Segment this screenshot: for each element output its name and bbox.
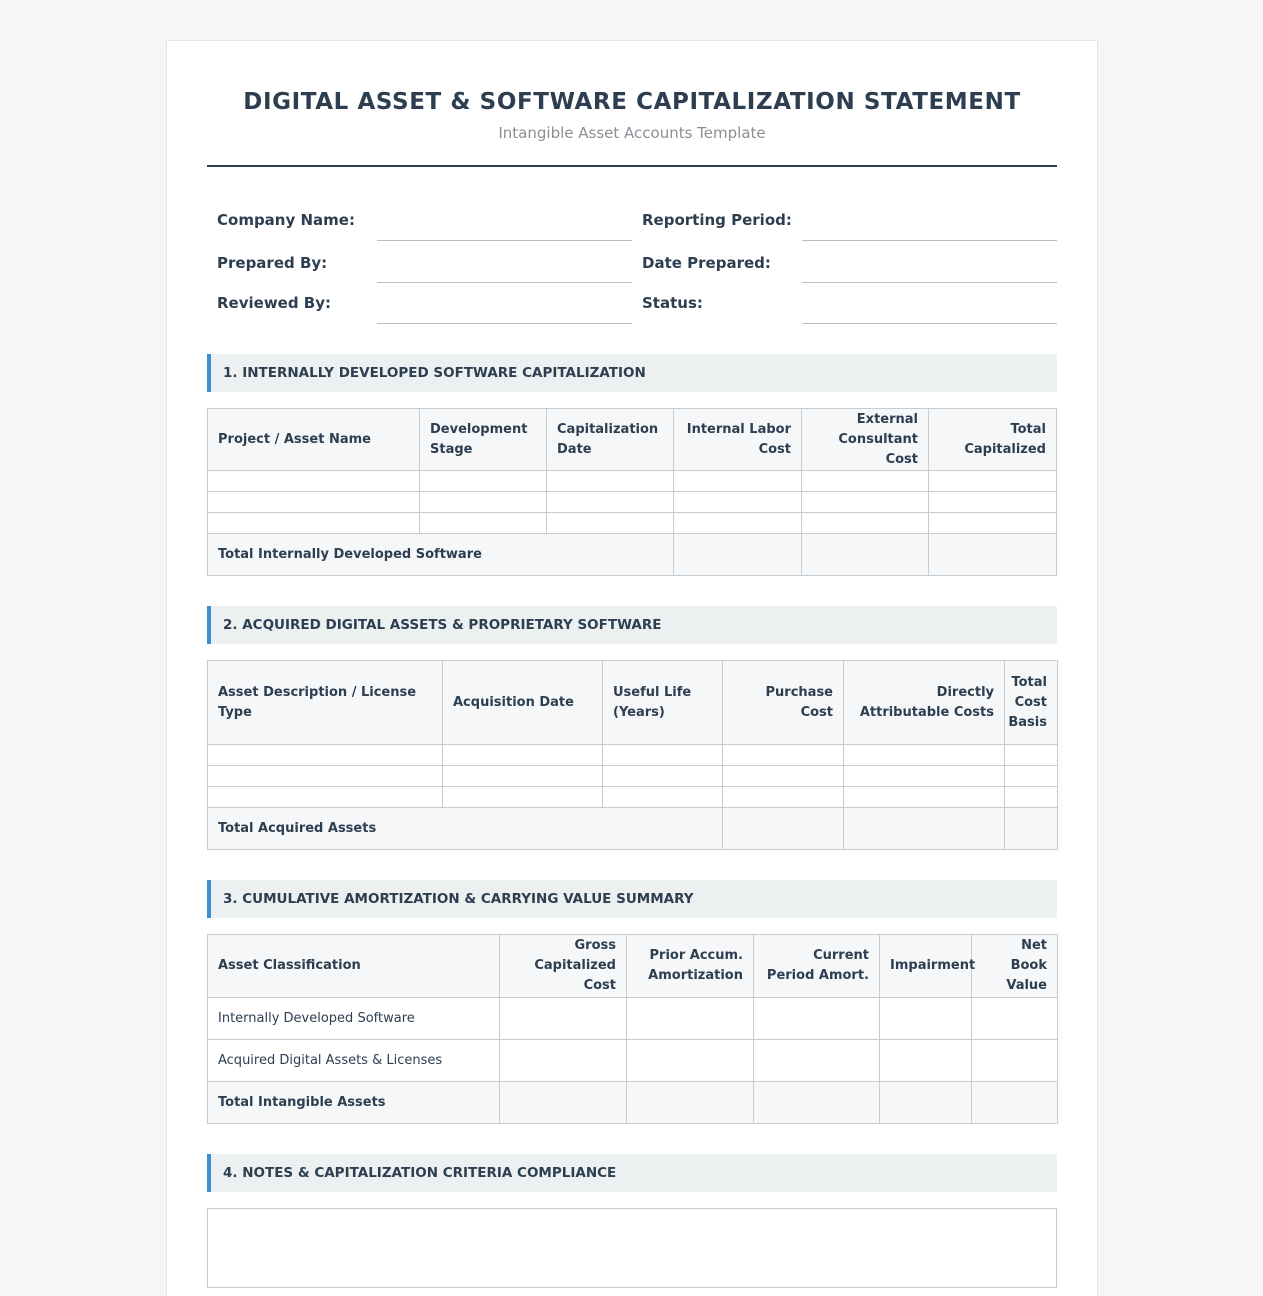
table-cell[interactable]	[844, 787, 1005, 808]
table-header-row	[208, 409, 1057, 471]
table-cell[interactable]	[723, 766, 844, 787]
table-cell[interactable]	[547, 471, 674, 492]
section-2-header: 2. ACQUIRED DIGITAL ASSETS & PROPRIETARY SOFTWARE	[207, 606, 1057, 644]
col-prior-accum-amortization: Prior Accum. Amortization	[627, 935, 754, 998]
total-cell[interactable]	[802, 534, 929, 576]
status-field[interactable]	[802, 283, 1057, 324]
prepared-by-field[interactable]	[377, 241, 632, 283]
col-total-cost-basis: Total Cost Basis	[1005, 661, 1058, 745]
reviewed-by-field[interactable]	[377, 283, 632, 324]
total-acquired-assets-label: Total Acquired Assets	[208, 808, 723, 850]
table-row	[208, 766, 1058, 787]
table-cell[interactable]	[929, 471, 1057, 492]
section-1-header: 1. INTERNALLY DEVELOPED SOFTWARE CAPITALIZATION	[207, 354, 1057, 392]
total-row	[208, 534, 1057, 576]
table-cell[interactable]	[802, 513, 929, 534]
total-cell[interactable]	[627, 1082, 754, 1124]
status-label: Status:	[642, 294, 703, 312]
header-info-grid	[207, 197, 1057, 324]
table-cell[interactable]	[674, 513, 802, 534]
table-row	[208, 787, 1058, 808]
table-cell[interactable]	[208, 513, 420, 534]
prepared-by-label: Prepared By:	[217, 254, 328, 272]
total-cell[interactable]	[972, 1082, 1058, 1124]
table-cell[interactable]	[723, 787, 844, 808]
table-cell[interactable]	[208, 745, 443, 766]
notes-textarea[interactable]	[207, 1208, 1057, 1288]
col-total-capitalized: Total Capitalized	[929, 409, 1057, 471]
table-cell[interactable]	[723, 745, 844, 766]
col-acquisition-date: Acquisition Date	[443, 661, 603, 745]
row-acquired-digital-assets: Acquired Digital Assets & Licenses	[208, 1040, 500, 1082]
table-cell[interactable]	[754, 1040, 880, 1082]
table-header-row	[208, 935, 1058, 998]
table-cell[interactable]	[929, 513, 1057, 534]
total-cell[interactable]	[929, 534, 1057, 576]
table-cell[interactable]	[844, 766, 1005, 787]
total-row	[208, 808, 1058, 850]
section-4-header: 4. NOTES & CAPITALIZATION CRITERIA COMPLIANCE	[207, 1154, 1057, 1192]
table-cell[interactable]	[208, 766, 443, 787]
table-cell[interactable]	[880, 1040, 972, 1082]
total-internally-developed-label: Total Internally Developed Software	[208, 534, 674, 576]
table-cell[interactable]	[208, 492, 420, 513]
table-cell[interactable]	[420, 471, 547, 492]
section-3-header: 3. CUMULATIVE AMORTIZATION & CARRYING VALUE SUMMARY	[207, 880, 1057, 918]
table-cell[interactable]	[1005, 787, 1058, 808]
acquired-digital-assets-table	[207, 660, 1058, 850]
table-row	[208, 513, 1057, 534]
table-cell[interactable]	[880, 998, 972, 1040]
amortization-summary-table	[207, 934, 1058, 1124]
company-name-label: Company Name:	[217, 211, 355, 229]
table-cell[interactable]	[627, 998, 754, 1040]
table-cell[interactable]	[972, 1040, 1058, 1082]
total-cell[interactable]	[674, 534, 802, 576]
col-project-asset-name: Project / Asset Name	[208, 409, 420, 471]
col-asset-description: Asset Description / License Type	[208, 661, 443, 745]
document-subtitle: Intangible Asset Accounts Template	[498, 124, 766, 142]
table-cell[interactable]	[674, 471, 802, 492]
table-row	[208, 745, 1058, 766]
row-internally-developed-software: Internally Developed Software	[208, 998, 500, 1040]
date-prepared-label: Date Prepared:	[642, 254, 771, 272]
total-cell[interactable]	[754, 1082, 880, 1124]
total-row	[208, 1082, 1058, 1124]
table-cell[interactable]	[674, 492, 802, 513]
col-useful-life: Useful Life (Years)	[603, 661, 723, 745]
table-cell[interactable]	[627, 1040, 754, 1082]
table-cell[interactable]	[929, 492, 1057, 513]
table-cell[interactable]	[802, 492, 929, 513]
table-row	[208, 1040, 1058, 1082]
table-cell[interactable]	[603, 766, 723, 787]
table-cell[interactable]	[443, 766, 603, 787]
table-cell[interactable]	[208, 471, 420, 492]
table-cell[interactable]	[443, 745, 603, 766]
table-cell[interactable]	[802, 471, 929, 492]
col-development-stage: Development Stage	[420, 409, 547, 471]
table-cell[interactable]	[972, 998, 1058, 1040]
col-directly-attributable-costs: Directly Attributable Costs	[844, 661, 1005, 745]
statement-page	[166, 40, 1098, 1296]
total-cell[interactable]	[500, 1082, 627, 1124]
table-cell[interactable]	[1005, 745, 1058, 766]
table-cell[interactable]	[500, 998, 627, 1040]
col-external-consultant-cost: External Consultant Cost	[802, 409, 929, 471]
table-cell[interactable]	[547, 513, 674, 534]
table-cell[interactable]	[420, 492, 547, 513]
col-asset-classification: Asset Classification	[208, 935, 500, 998]
internally-developed-software-table	[207, 408, 1057, 576]
total-intangible-assets-label: Total Intangible Assets	[208, 1082, 500, 1124]
table-cell[interactable]	[1005, 766, 1058, 787]
table-cell[interactable]	[603, 787, 723, 808]
table-cell[interactable]	[603, 745, 723, 766]
col-internal-labor-cost: Internal Labor Cost	[674, 409, 802, 471]
total-cell[interactable]	[1005, 808, 1058, 850]
document-title: DIGITAL ASSET & SOFTWARE CAPITALIZATION STATEMENT	[243, 89, 1021, 115]
col-current-period-amort: Current Period Amort.	[754, 935, 880, 998]
date-prepared-field[interactable]	[802, 241, 1057, 283]
table-row	[208, 998, 1058, 1040]
col-purchase-cost: Purchase Cost	[723, 661, 844, 745]
table-cell[interactable]	[443, 787, 603, 808]
col-net-book-value: Net Book Value	[972, 935, 1058, 998]
total-cell[interactable]	[723, 808, 844, 850]
table-header-row	[208, 661, 1058, 745]
reporting-period-label: Reporting Period:	[642, 211, 792, 229]
table-cell[interactable]	[754, 998, 880, 1040]
col-impairment: Impairment	[880, 935, 972, 998]
table-cell[interactable]	[500, 1040, 627, 1082]
table-cell[interactable]	[547, 492, 674, 513]
total-cell[interactable]	[880, 1082, 972, 1124]
reviewed-by-label: Reviewed By:	[217, 294, 332, 312]
total-cell[interactable]	[844, 808, 1005, 850]
table-cell[interactable]	[420, 513, 547, 534]
table-row	[208, 492, 1057, 513]
col-capitalization-date: Capitalization Date	[547, 409, 674, 471]
table-row	[208, 471, 1057, 492]
title-divider	[207, 165, 1057, 167]
company-name-field[interactable]	[377, 197, 632, 241]
col-gross-capitalized-cost: Gross Capitalized Cost	[500, 935, 627, 998]
table-cell[interactable]	[208, 787, 443, 808]
table-cell[interactable]	[844, 745, 1005, 766]
reporting-period-field[interactable]	[802, 197, 1057, 241]
